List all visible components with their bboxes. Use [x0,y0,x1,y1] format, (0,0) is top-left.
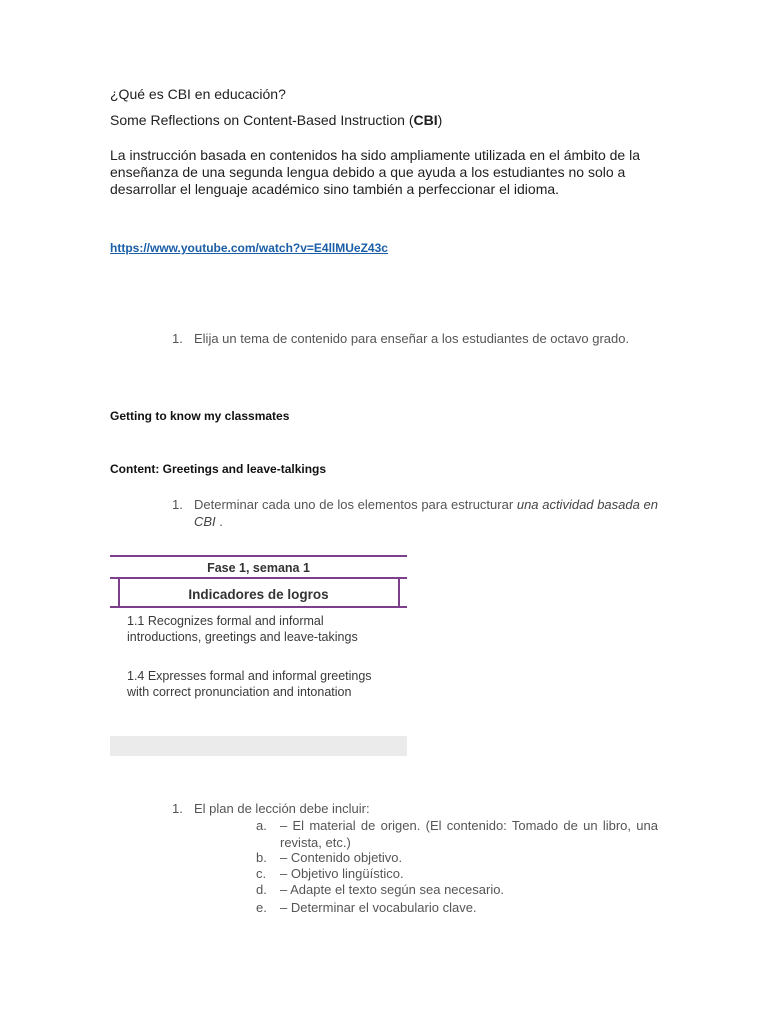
item-letter: c. [256,866,267,881]
step-structure-activity [172,496,658,532]
list-number: 1. [172,801,183,816]
video-link[interactable]: https://www.youtube.com/watch?v=E4llMUeZ43c [110,241,388,255]
item-text: – Objetivo lingüístico. [280,866,404,881]
list-text-end: . [215,514,223,529]
list-text: Elija un tema de contenido para enseñar a los estudiantes de octavo grado. [194,331,630,346]
topic-heading: Getting to know my classmates [110,409,290,423]
lesson-plan-item [256,881,658,899]
item-letter: a. [256,818,267,833]
subtitle-text: Some Reflections on Content-Based Instruction ( [110,112,414,128]
intro-paragraph: La instrucción basada en contenidos ha sido ampliamente utilizada en el ámbito de la enseñanza de una segunda lengua debido a que ayuda a los estudiantes no solo a desarrollar el lenguaje académico sino también a perfeccionar el idioma. [110,147,641,197]
table-body [110,551,407,736]
phase-label: Fase 1, semana 1 [207,561,310,575]
subtitle-close: ) [437,112,443,128]
list-text [194,496,658,530]
item-text: – El material de origen. (El contenido: Tomado de un libro, una revista, etc.) [280,818,658,850]
table-border-mid [110,577,407,579]
step-lesson-plan [172,800,658,818]
item-letter: e. [256,900,267,915]
content-heading: Content: Greetings and leave-talkings [110,462,327,476]
item-text: – Determinar el vocabulario clave. [280,900,477,915]
item-text: – Adapte el texto según sea necesario. [280,882,505,897]
indicator-1-1: 1.1 Recognizes formal and informal introductions, greetings and leave-takings [127,614,358,644]
step-choose-topic [172,330,658,366]
subtitle [110,112,442,128]
question-title: ¿Qué es CBI en educación? [110,86,286,102]
list-number: 1. [172,497,183,512]
list-number: 1. [172,331,183,346]
subtitle-bold: CBI [413,112,438,128]
item-letter: d. [256,882,267,897]
table-header: Indicadores de logros [188,587,329,602]
table-border-header [110,606,407,608]
lesson-plan-item [256,899,658,917]
list-text: El plan de lección debe incluir: [194,801,370,816]
list-text-italic: una actividad basada en CBI [194,497,658,529]
item-text: – Contenido objetivo. [280,850,403,865]
lesson-plan-item [256,817,658,853]
indicator-1-4: 1.4 Expresses formal and informal greetings with correct pronunciation and intonation [127,669,372,699]
item-letter: b. [256,850,267,865]
table-border-top [110,555,407,557]
list-text-main: Determinar cada uno de los elementos para estructurar [194,497,517,512]
achievement-indicators-table [110,551,407,756]
